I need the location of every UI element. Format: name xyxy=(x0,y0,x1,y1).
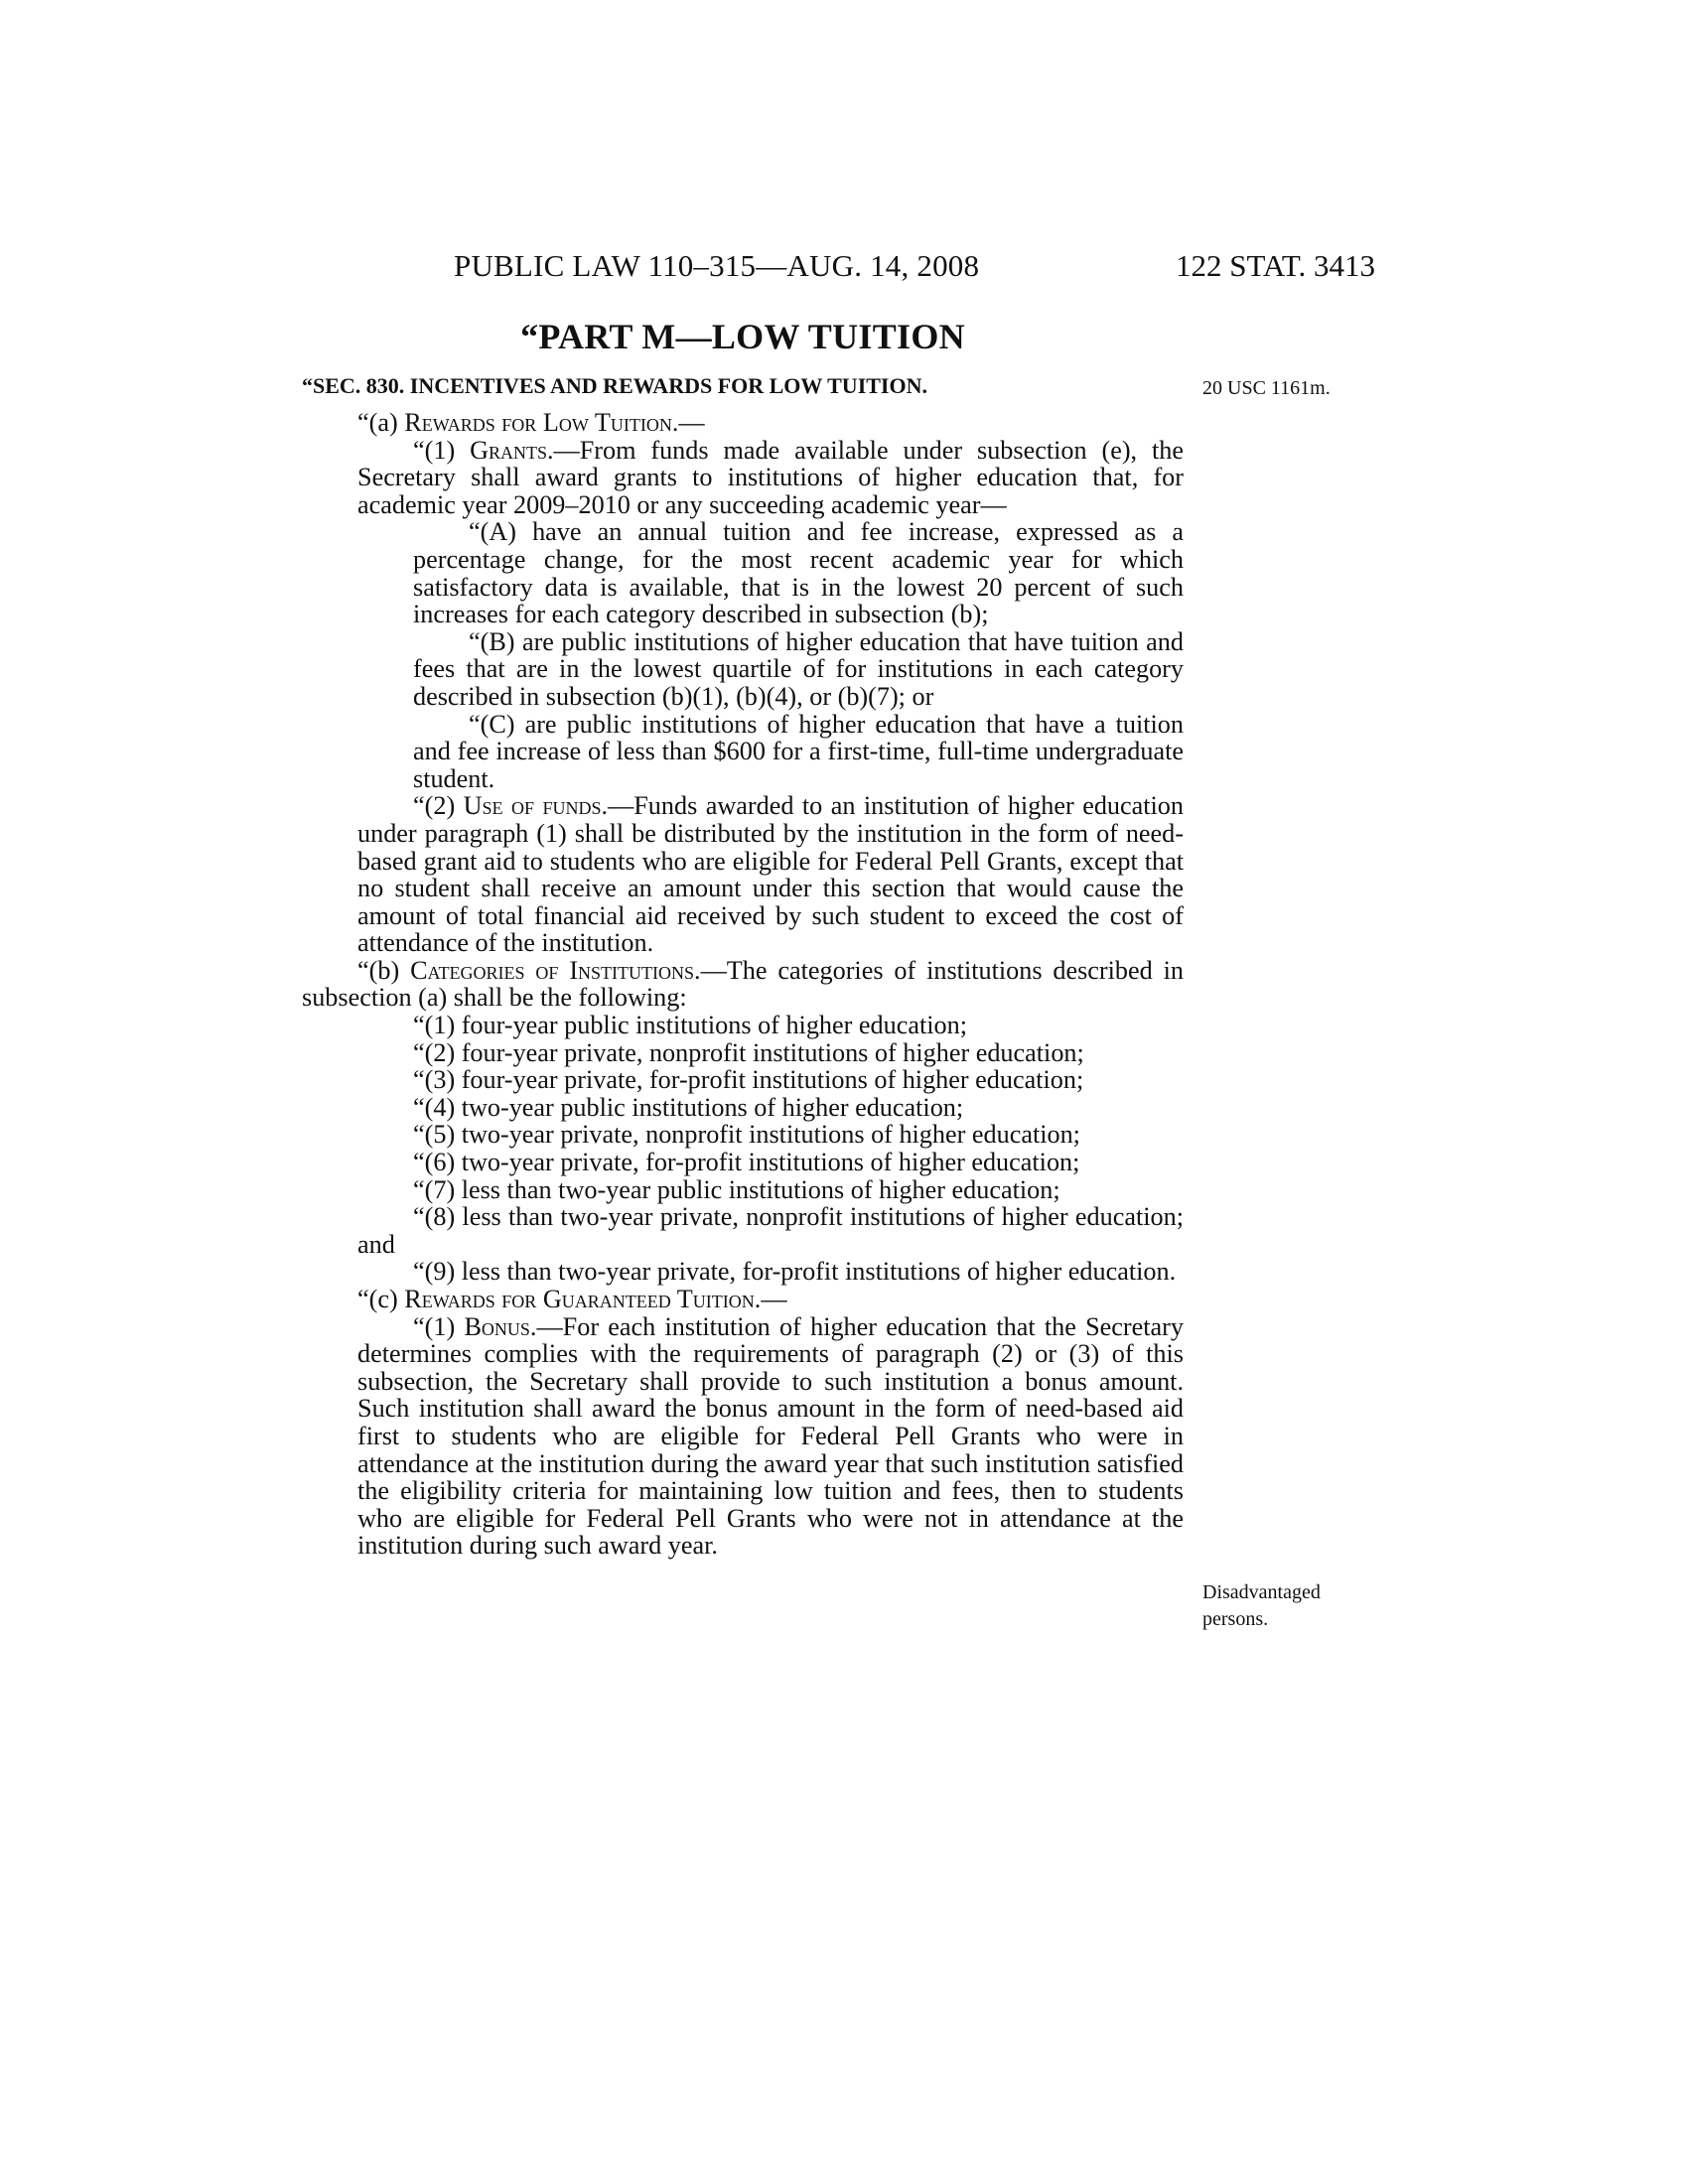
category-item: “(3) four-year private, for-profit institutions of higher education; xyxy=(413,1065,1084,1095)
category-item: “(8) less than two-year private, nonprofit institutions of higher education; and xyxy=(357,1202,1184,1259)
category-item: “(2) four-year private, nonprofit institutions of higher education; xyxy=(413,1037,1084,1067)
category-item: “(7) less than two-year public institutions of higher education; xyxy=(413,1174,1060,1204)
margin-note-disadvantaged: Disadvantaged persons. xyxy=(1202,1581,1321,1630)
subparagraph-a-1-B: “(B) are public institutions of higher education that have tuition and fees that are in the lowest quartile of for institutions in each category described in subsection (b)(1), (b)(4), or (b)(7); or xyxy=(413,626,1184,711)
category-item: “(6) two-year private, for-profit institutions of higher education; xyxy=(413,1148,1080,1177)
category-item: “(1) four-year public institutions of higher education; xyxy=(413,1011,967,1040)
page-header xyxy=(454,246,1375,286)
paragraph-a-2-use-of-funds: “(2) Use of funds.—Funds awarded to an institution of higher education under paragraph (1) shall be distributed by the institution in the form of need-based grant aid to students who are eligible for Federal Pell Grants, except that no student shall receive an amount under this section that would cause the amount of total financial aid received by such student to exceed the cost of attendance of the institution. xyxy=(357,791,1184,958)
subsection-b-categories: “(b) Categories of Institutions.—The categories of institutions described in subsection (a) shall be the following: xyxy=(302,955,1185,1013)
stat-page-number: 122 STAT. 3413 xyxy=(1175,248,1375,283)
paragraph-a-1-grants: “(1) Grants.—From funds made available under subsection (e), the Secretary shall award grants to institutions of higher education that, for academic year 2009–2010 or any succeeding academic year— xyxy=(357,435,1184,519)
paragraph-c-1-bonus: “(1) Bonus.—For each institution of higher education that the Secretary determines complies with the requirements of paragraph (2) or (3) of this subsection, the Secretary shall provide to such institution a bonus amount. Such institution shall award the bonus amount in the form of need-based aid first to students who are eligible for Federal Pell Grants who were in attendance at the institution during the award year that such institution satisfied the eligibility criteria for maintaining low tuition and fees, then to students who are eligible for Federal Pell Grants who were not in attendance at the institution during such award year. xyxy=(357,1311,1184,1561)
subsection-c-heading: “(c) Rewards for Guaranteed Tuition.— xyxy=(357,1285,787,1313)
part-title: “PART M—LOW TUITION xyxy=(520,317,965,356)
section-body xyxy=(302,409,1184,1560)
category-item: “(9) less than two-year private, for-profit institutions of higher education. xyxy=(413,1257,1177,1287)
section-heading: “SEC. 830. INCENTIVES AND REWARDS FOR LOW TUITION. xyxy=(302,373,927,398)
category-item: “(4) two-year public institutions of higher education; xyxy=(413,1092,964,1122)
subparagraph-a-1-A: “(A) have an annual tuition and fee increase, expressed as a percentage change, for the most recent academic year for which satisfactory data is available, that is in the lowest 20 percent of such increases for each category described in subsection (b); xyxy=(413,517,1184,629)
margin-note-citation: 20 USC 1161m. xyxy=(1202,377,1331,399)
subparagraph-a-1-C: “(C) are public institutions of higher education that have a tuition and fee increase of less than $600 for a first-time, full-time undergraduate student. xyxy=(413,709,1184,793)
category-item: “(5) two-year private, nonprofit institutions of higher education; xyxy=(413,1120,1080,1150)
subsection-a-heading: “(a) Rewards for Low Tuition.— xyxy=(357,408,705,437)
running-head: PUBLIC LAW 110–315—AUG. 14, 2008 xyxy=(454,248,980,283)
